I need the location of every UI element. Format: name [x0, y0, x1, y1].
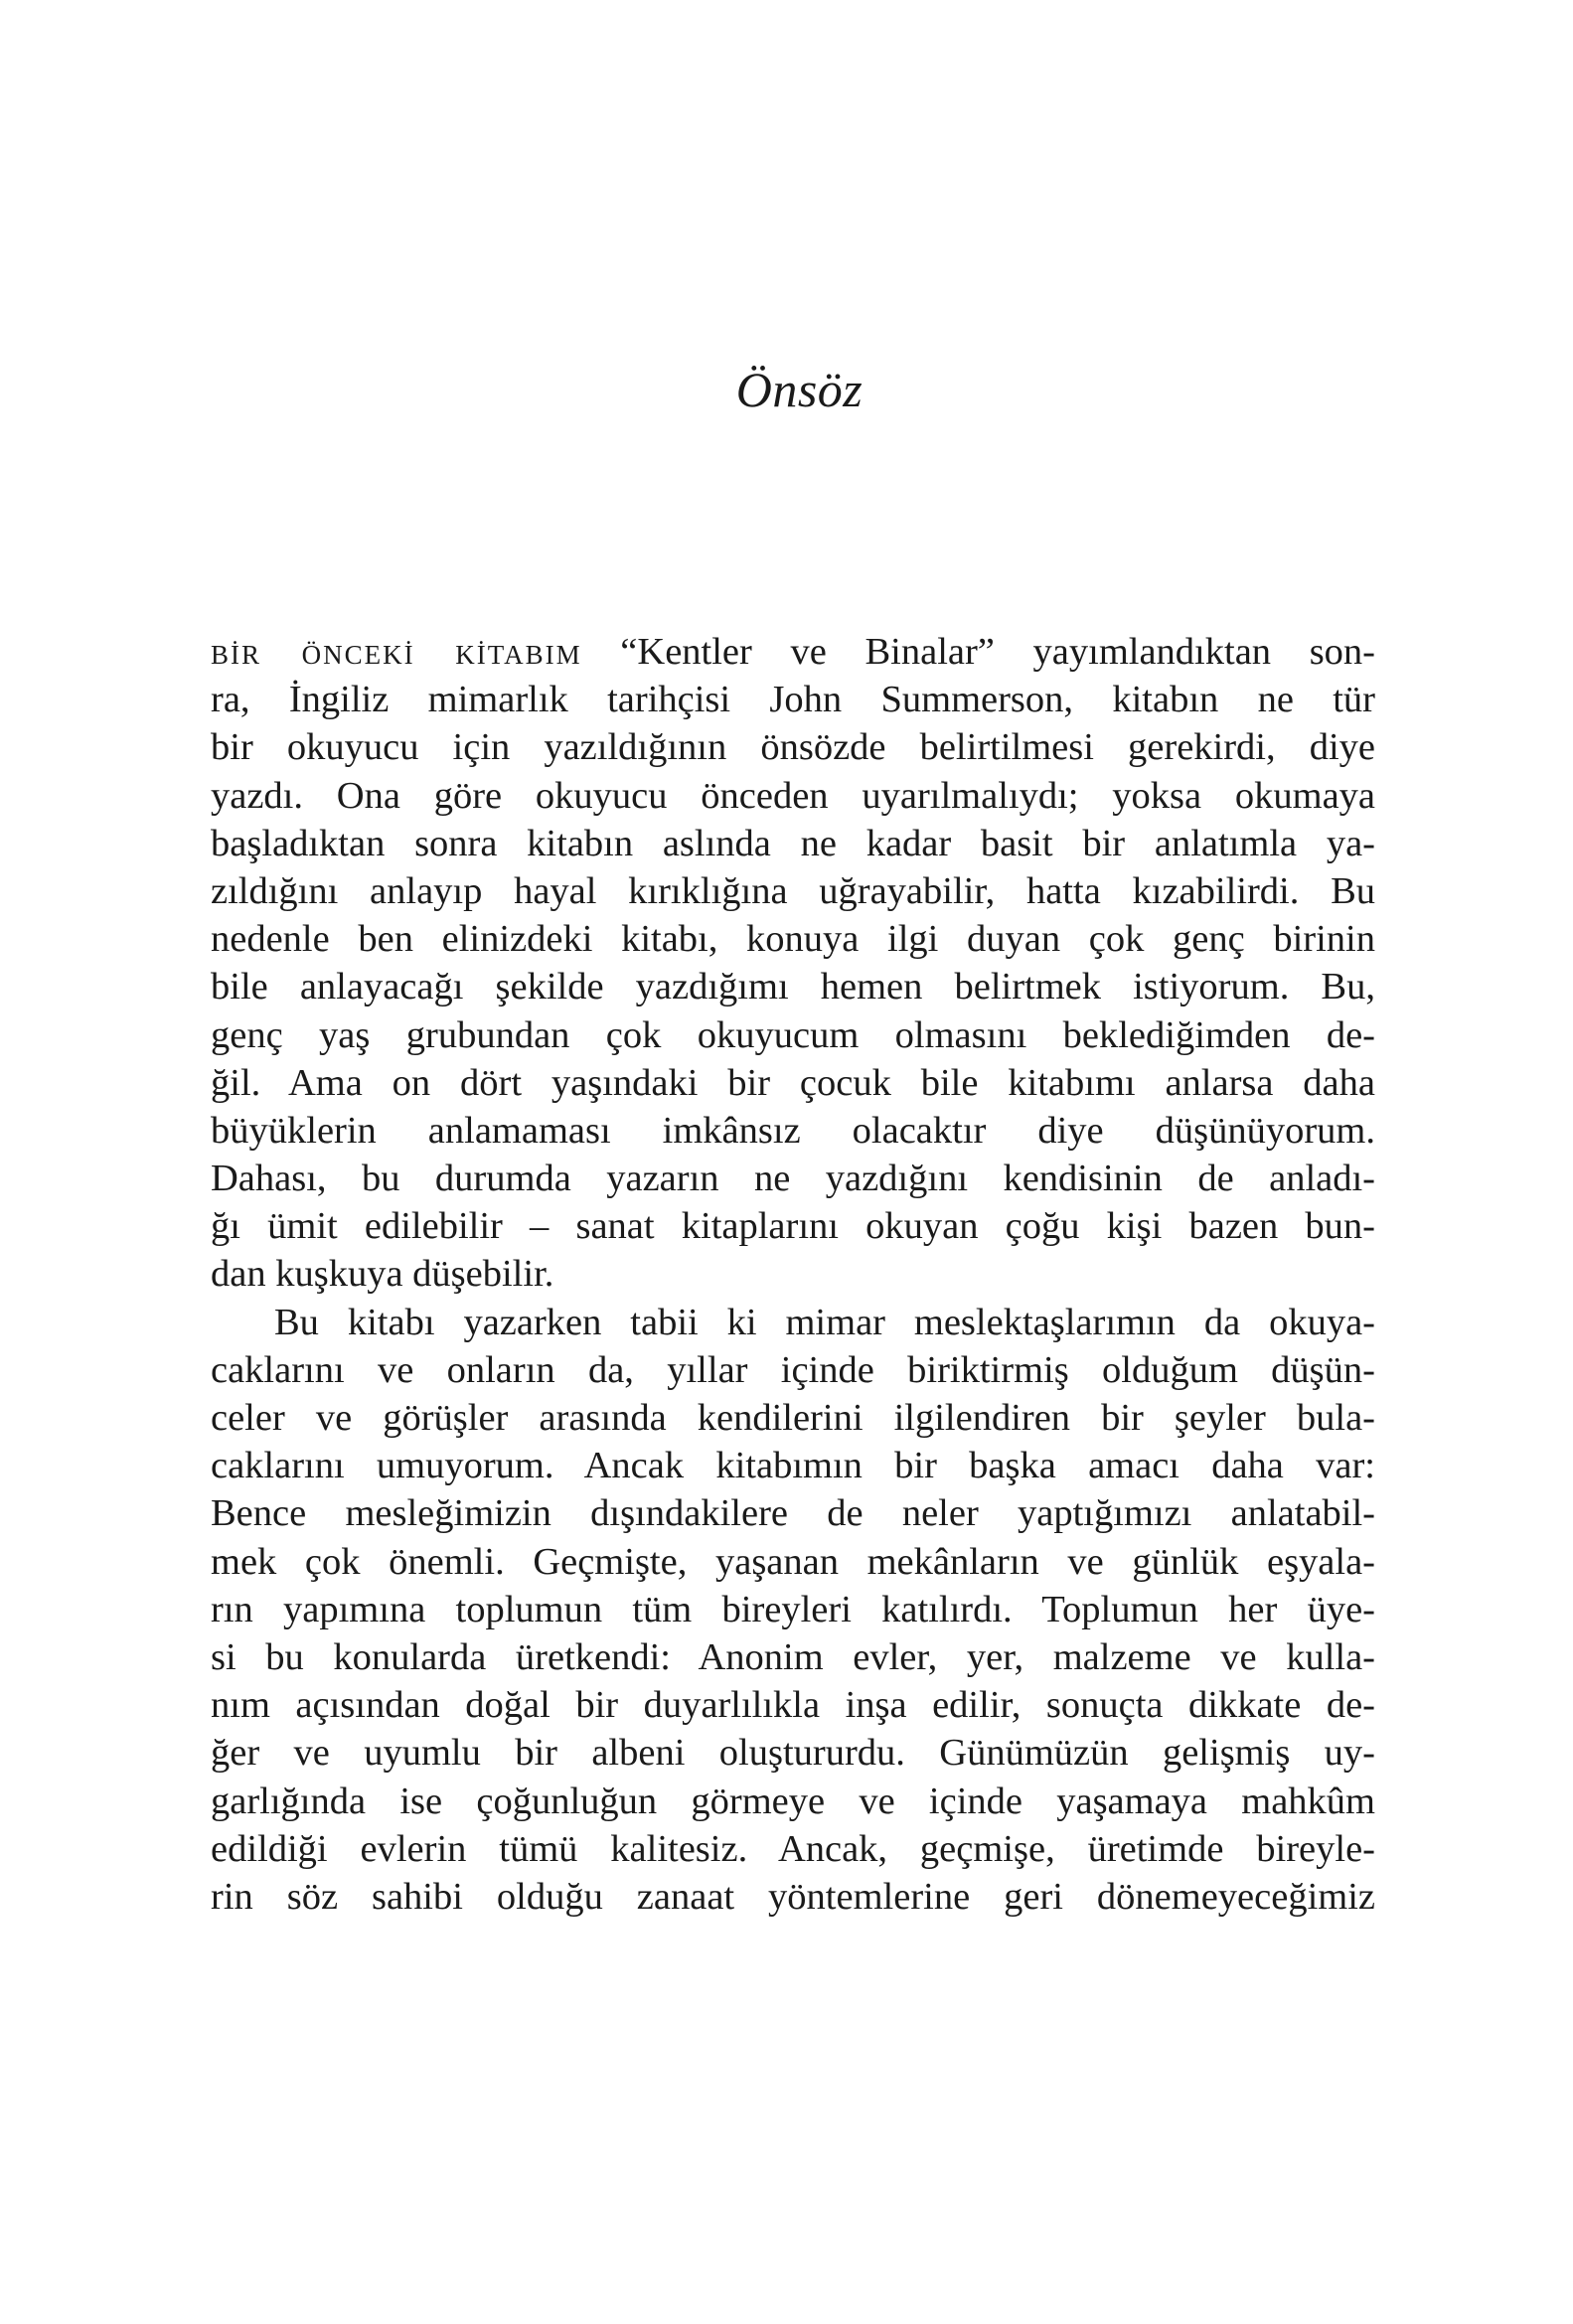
body-text — [211, 628, 1375, 1921]
paragraph-1 — [211, 628, 1375, 1299]
text-line: caklarını ve onların da, yıllar içinde biriktirmiş olduğum düşün- — [211, 1348, 1375, 1391]
text-line: nım açısından doğal bir duyarlılıkla inşa edilir, sonuçta dikkate de- — [211, 1684, 1375, 1727]
text-line: büyüklerin anlamaması imkânsız olacaktır diye düşünüyorum. — [211, 1109, 1375, 1152]
text-line: ğil. Ama on dört yaşındaki bir çocuk bile kitabımı anlarsa daha — [211, 1061, 1375, 1104]
text-line: caklarını umuyorum. Ancak kitabımın bir başka amacı daha var: — [211, 1445, 1375, 1487]
text-line: celer ve görüşler arasında kendilerini ilgilendiren bir şeyler bula- — [211, 1397, 1375, 1439]
text-line: bi̇r önceki̇ ki̇tabim “Kentler ve Binalar” yayımlandıktan son- — [211, 631, 1375, 673]
text-line: zıldığını anlayıp hayal kırıklığına uğrayabilir, hatta kızabilirdi. Bu — [211, 869, 1375, 912]
text-line: ğer ve uyumlu bir albeni oluştururdu. Günümüzün gelişmiş uy- — [211, 1732, 1375, 1775]
text-line: bir okuyucu için yazıldığının önsözde belirtilmesi gerekirdi, diye — [211, 726, 1375, 769]
text-line: genç yaş grubundan çok okuyucum olmasını beklediğimden de- — [211, 1013, 1375, 1056]
lead-in-smallcaps: bi̇r önceki̇ ki̇tabim — [211, 631, 582, 673]
chapter-title: Önsöz — [735, 362, 864, 417]
text-line: dan kuşkuya düşebilir. — [211, 1253, 554, 1296]
text-line: bile anlayacağı şekilde yazdığımı hemen belirtmek istiyorum. Bu, — [211, 966, 1375, 1008]
text-line: Bence mesleğimizin dışındakilere de neler yaptığımızı anlatabil- — [211, 1492, 1375, 1535]
text-line: edildiği evlerin tümü kalitesiz. Ancak, geçmişe, üretimde bireyle- — [211, 1827, 1375, 1870]
text-line: yazdı. Ona göre okuyucu önceden uyarılmalıydı; yoksa okumaya — [211, 774, 1375, 817]
text-line: Dahası, bu durumda yazarın ne yazdığını kendisinin de anladı- — [211, 1158, 1375, 1200]
text-line: ğı ümit edilebilir – sanat kitaplarını okuyan çoğu kişi bazen bun- — [211, 1205, 1375, 1248]
text-line: garlığında ise çoğunluğun görmeye ve içinde yaşamaya mahkûm — [211, 1780, 1375, 1822]
paragraph-2 — [211, 1299, 1375, 1921]
text-line: rın yapımına toplumun tüm bireyleri katılırdı. Toplumun her üye- — [211, 1588, 1375, 1630]
text-line: rin söz sahibi olduğu zanaat yöntemlerine geri dönemeyeceğimiz — [211, 1875, 1375, 1918]
text-line: si bu konularda üretkendi: Anonim evler, yer, malzeme ve kulla- — [211, 1635, 1375, 1678]
text-line: başladıktan sonra kitabın aslında ne kadar basit bir anlatımla ya- — [211, 822, 1375, 864]
text-line: mek çok önemli. Geçmişte, yaşanan mekânların ve günlük eşyala- — [211, 1540, 1375, 1583]
text-line: ra, İngiliz mimarlık tarihçisi John Summerson, kitabın ne tür — [211, 679, 1375, 721]
text-line: Bu kitabı yazarken tabii ki mimar meslektaşlarımın da okuya- — [274, 1301, 1375, 1343]
text-line: nedenle ben elinizdeki kitabı, konuya ilgi duyan çok genç birinin — [211, 918, 1375, 961]
